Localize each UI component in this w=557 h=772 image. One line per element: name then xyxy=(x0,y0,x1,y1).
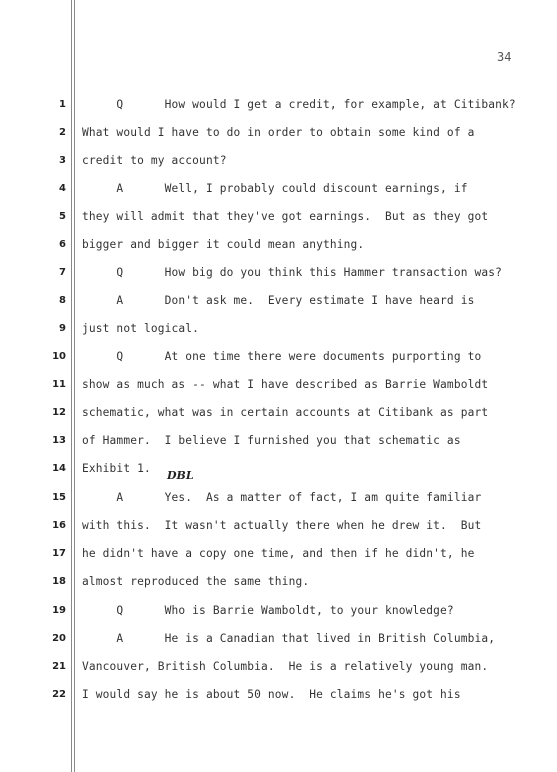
line-number: 11 xyxy=(52,379,66,390)
transcript-line: almost reproduced the same thing. xyxy=(82,575,310,588)
line-number: 13 xyxy=(52,435,66,446)
transcript-line: I would say he is about 50 now. He claims he's got his xyxy=(82,688,461,701)
line-number: 10 xyxy=(52,351,66,362)
page-number: 34 xyxy=(497,50,512,64)
line-number: 7 xyxy=(59,267,66,278)
line-number: 2 xyxy=(59,127,66,138)
transcript-line: he didn't have a copy one time, and then if he didn't, he xyxy=(82,547,475,560)
line-number: 6 xyxy=(59,239,66,250)
transcript-line: credit to my account? xyxy=(82,154,227,167)
transcript-line: with this. It wasn't actually there when he drew it. But xyxy=(82,519,482,532)
line-number: 4 xyxy=(59,183,66,194)
transcript-line: Q Who is Barrie Wamboldt, to your knowledge? xyxy=(82,604,454,617)
line-number: 16 xyxy=(52,520,66,531)
transcript-line: A Well, I probably could discount earnings, if xyxy=(82,182,468,195)
transcript-line: A He is a Canadian that lived in British Columbia, xyxy=(82,632,496,645)
transcript-line: schematic, what was in certain accounts at Citibank as part xyxy=(82,406,489,419)
line-number: 9 xyxy=(59,323,66,334)
transcript-line: just not logical. xyxy=(82,322,200,335)
transcript-line: bigger and bigger it could mean anything. xyxy=(82,238,365,251)
transcript-line: A Don't ask me. Every estimate I have heard is xyxy=(82,294,475,307)
line-number: 21 xyxy=(52,661,66,672)
line-number: 19 xyxy=(52,605,66,616)
handwritten-initials: DBL xyxy=(167,469,194,482)
line-number: 12 xyxy=(52,407,66,418)
line-number: 22 xyxy=(52,689,66,700)
line-number: 1 xyxy=(59,99,66,110)
transcript-line: Q At one time there were documents purporting to xyxy=(82,350,482,363)
line-number: 20 xyxy=(52,633,66,644)
line-number: 17 xyxy=(52,548,66,559)
transcript-line: Q How big do you think this Hammer transaction was? xyxy=(82,266,503,279)
line-number: 8 xyxy=(59,295,66,306)
line-number: 18 xyxy=(52,576,66,587)
transcript-line: of Hammer. I believe I furnished you that schematic as xyxy=(82,434,461,447)
margin-rule-right xyxy=(74,0,75,772)
line-number: 15 xyxy=(52,492,66,503)
line-number: 14 xyxy=(52,463,66,474)
transcript-line: Vancouver, British Columbia. He is a relatively young man. xyxy=(82,660,489,673)
transcript-line: What would I have to do in order to obtain some kind of a xyxy=(82,126,475,139)
transcript-line: they will admit that they've got earnings. But as they got xyxy=(82,210,489,223)
margin-rule-left xyxy=(71,0,72,772)
transcript-line: A Yes. As a matter of fact, I am quite familiar xyxy=(82,491,482,504)
transcript-line: Exhibit 1. xyxy=(82,462,151,475)
transcript-line: Q How would I get a credit, for example, at Citibank? xyxy=(82,98,516,111)
line-number: 3 xyxy=(59,155,66,166)
line-number: 5 xyxy=(59,211,66,222)
transcript-line: show as much as -- what I have described as Barrie Wamboldt xyxy=(82,378,489,391)
